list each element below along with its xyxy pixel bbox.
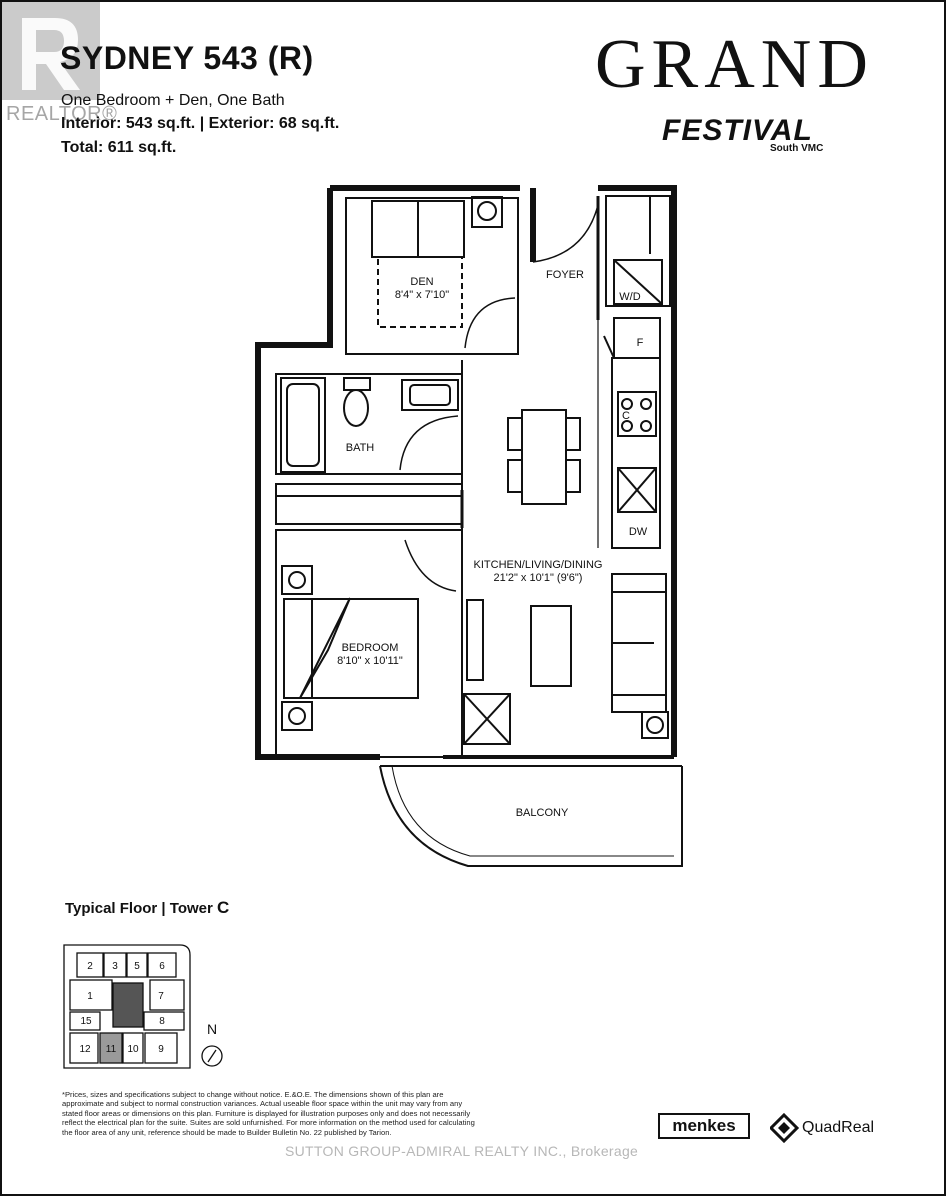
key-unit-label: 15 <box>80 1016 92 1027</box>
north-label: N <box>206 1021 218 1037</box>
living-dimensions: 21'2" x 10'1" (9'6") <box>493 572 583 584</box>
key-unit-label: 2 <box>87 961 93 972</box>
tower-letter: C <box>217 898 230 917</box>
unit-total-area: Total: 611 sq.ft. <box>61 139 177 156</box>
key-unit-label-highlighted: 11 <box>105 1044 117 1055</box>
key-unit-label: 8 <box>159 1016 165 1027</box>
balcony-label: BALCONY <box>515 807 569 819</box>
brokerage-watermark: SUTTON GROUP-ADMIRAL REALTY INC., Brokerage <box>285 1143 639 1159</box>
key-unit-label: 10 <box>127 1044 139 1055</box>
project-logo: FESTIVAL <box>662 114 813 147</box>
key-unit-label: 5 <box>134 961 140 972</box>
bedroom-label: BEDROOM <box>341 642 399 654</box>
washer-dryer-label: W/D <box>619 291 641 303</box>
quadreal-logo-text: QuadReal <box>802 1119 875 1136</box>
bath-label: BATH <box>345 442 375 454</box>
key-plan-caption: Typical Floor | Tower C <box>65 898 230 917</box>
disclaimer-text: *Prices, sizes and specifications subject to change without notice. E.&O.E. The dimensions shown of this plan are approximate and subject to normal construction variances. Actual useable floor space within the unit may vary from any stated floor areas or dimensions on this plan. Furniture is displayed for illustration purposes only and does not necessarily reflect the electrical plan for the suite. Suites are sold unfurnished. For more information on the method used for calculating the floor area of any unit, reference should be made to Builder Bulletin No. 22 published by Tarion. <box>62 1090 475 1137</box>
unit-type: One Bedroom + Den, One Bath <box>61 92 285 109</box>
key-unit-label: 12 <box>79 1044 91 1055</box>
brand-logo: GRAND <box>595 26 874 103</box>
cooktop-label: C <box>622 410 630 422</box>
bedroom-dimensions: 8'10" x 10'11" <box>337 655 403 667</box>
key-unit-label: 1 <box>87 991 93 1002</box>
menkes-logo: menkes <box>658 1113 750 1139</box>
fridge-label: F <box>636 337 644 349</box>
den-dimensions: 8'4" x 7'10" <box>394 289 450 301</box>
realtor-badge-text: REALTOR® <box>6 103 118 125</box>
project-location: South VMC <box>770 143 824 154</box>
key-unit-label: 3 <box>112 961 118 972</box>
dishwasher-label: DW <box>628 526 648 538</box>
unit-title: SYDNEY 543 (R) <box>60 40 314 76</box>
unit-area: Interior: 543 sq.ft. | Exterior: 68 sq.ft. <box>61 115 340 132</box>
key-unit-label: 7 <box>158 991 164 1002</box>
living-label: KITCHEN/LIVING/DINING <box>473 559 603 571</box>
key-unit-label: 6 <box>159 961 165 972</box>
key-unit-label: 9 <box>158 1044 164 1055</box>
foyer-label: FOYER <box>546 269 584 281</box>
den-label: DEN <box>410 276 434 288</box>
